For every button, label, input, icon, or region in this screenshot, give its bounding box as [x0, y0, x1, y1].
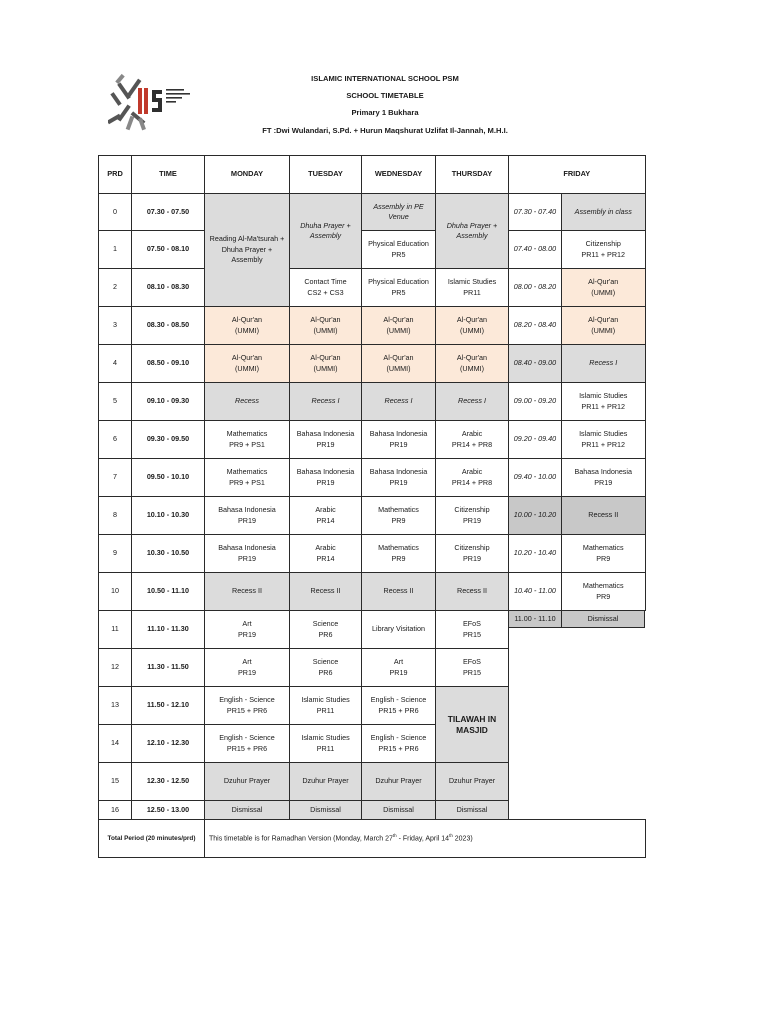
subject: Mathematics — [582, 581, 624, 591]
col-monday: MONDAY — [205, 156, 290, 194]
class-name: Primary 1 Bukhara — [351, 108, 419, 117]
subject: Science — [312, 657, 339, 667]
tuesday-recess: Recess II — [290, 573, 362, 611]
note-text-a: This timetable is for Ramadhan Version (Monday, March 27 — [209, 835, 393, 843]
tuesday-cell — [290, 307, 362, 345]
wednesday-assembly: Assembly in PE Venue — [362, 194, 436, 231]
room: PR19 — [389, 477, 408, 487]
subject: Islamic Studies — [447, 277, 497, 287]
time-cell: 11.50 - 12.10 — [132, 687, 205, 725]
empty-cell — [509, 649, 646, 687]
friday-time: 07.30 - 07.40 — [509, 194, 562, 231]
subject: Islamic Studies — [301, 695, 350, 705]
room: PR15 — [463, 667, 481, 677]
prd-cell: 10 — [99, 573, 132, 611]
room: PR15 — [463, 629, 481, 639]
room: (UMMI) — [235, 363, 259, 373]
room: PR11 — [316, 705, 335, 715]
room: PR19 — [594, 477, 613, 487]
time-cell: 09.10 - 09.30 — [132, 383, 205, 421]
prd-cell: 0 — [99, 194, 132, 231]
monday-cell — [205, 421, 290, 459]
prd-cell: 14 — [99, 725, 132, 763]
time-cell: 10.30 - 10.50 — [132, 535, 205, 573]
monday-recess: Recess — [205, 383, 290, 421]
subject: English - Science — [370, 733, 427, 743]
wednesday-recess: Recess I — [362, 383, 436, 421]
subject: Al-Qur'an — [383, 353, 414, 363]
tuesday-cell — [290, 687, 362, 725]
prd-cell: 11 — [99, 611, 132, 649]
prd-cell: 7 — [99, 459, 132, 497]
room: PR19 — [316, 477, 335, 487]
room: (UMMI) — [386, 325, 411, 335]
wednesday-cell — [362, 421, 436, 459]
subject: Islamic Studies — [579, 391, 628, 401]
room: PR19 — [238, 515, 256, 525]
empty-cell — [509, 763, 646, 801]
friday-cell — [561, 383, 645, 421]
subject: Physical Education — [368, 239, 429, 249]
monday-cell — [205, 687, 290, 725]
wednesday-cell — [362, 535, 436, 573]
friday-time: 08.40 - 09.00 — [509, 345, 562, 383]
thursday-cell — [436, 345, 509, 383]
friday-cell — [561, 231, 645, 269]
prd-cell: 13 — [99, 687, 132, 725]
friday-dismissal-area — [509, 611, 646, 649]
col-thursday: THURSDAY — [436, 156, 509, 194]
room: PR11 + PR12 — [581, 439, 626, 449]
form-teacher: FT :Dwi Wulandari, S.Pd. + Hurun Maqshurat Uzlifat Il-Jannah, M.H.I. — [262, 126, 508, 135]
room: PR19 — [238, 553, 256, 563]
subject: Al-Qur'an — [231, 353, 263, 363]
time-cell: 11.10 - 11.30 — [132, 611, 205, 649]
friday-dismissal-row — [509, 611, 646, 629]
room: PR19 — [238, 667, 256, 677]
subject: Physical Education — [368, 277, 429, 287]
wednesday-dzuhur: Dzuhur Prayer — [362, 763, 436, 801]
room: PR11 — [463, 287, 481, 297]
total-period-label: Total Period (20 minutes/prd) — [99, 820, 205, 858]
time-cell: 08.30 - 08.50 — [132, 307, 205, 345]
col-friday: FRIDAY — [509, 156, 646, 194]
tuesday-cell — [290, 535, 362, 573]
monday-cell — [205, 307, 290, 345]
subject: Islamic Studies — [579, 429, 628, 439]
thursday-cell — [436, 421, 509, 459]
subject: Islamic Studies — [301, 733, 350, 743]
time-cell: 10.10 - 10.30 — [132, 497, 205, 535]
subject: Art — [242, 619, 252, 629]
room: (UMMI) — [386, 363, 411, 373]
thursday-tilawah: TILAWAH IN MASJID — [436, 687, 509, 763]
room: PR6 — [318, 667, 333, 677]
friday-time: 10.00 - 10.20 — [509, 497, 562, 535]
subject: Al-Qur'an — [310, 315, 341, 325]
subject: English - Science — [219, 733, 275, 743]
wednesday-cell — [362, 231, 436, 269]
thursday-recess: Recess II — [436, 573, 509, 611]
time-cell: 09.50 - 10.10 — [132, 459, 205, 497]
monday-dzuhur: Dzuhur Prayer — [205, 763, 290, 801]
timetable-note — [205, 820, 646, 858]
time-cell: 12.10 - 12.30 — [132, 725, 205, 763]
room: PR15 + PR6 — [226, 705, 268, 715]
school-name: ISLAMIC INTERNATIONAL SCHOOL PSM — [311, 74, 459, 83]
subject: Mathematics — [226, 429, 268, 439]
room: PR15 + PR6 — [378, 705, 419, 715]
note-sup-1: th — [392, 832, 397, 838]
room: PR15 + PR6 — [378, 743, 419, 753]
time-cell: 10.50 - 11.10 — [132, 573, 205, 611]
subject: Mathematics — [226, 467, 268, 477]
room: PR5 — [391, 287, 406, 297]
time-cell: 12.50 - 13.00 — [132, 801, 205, 820]
room: PR9 — [596, 591, 611, 601]
room: PR15 + PR6 — [226, 743, 268, 753]
room: PR9 — [596, 553, 611, 563]
tuesday-cell — [290, 649, 362, 687]
subject: Bahasa Indonesia — [296, 467, 355, 477]
subject: Bahasa Indonesia — [369, 467, 428, 477]
tuesday-cell — [290, 611, 362, 649]
room: PR14 — [316, 553, 335, 563]
monday-cell — [205, 611, 290, 649]
col-wednesday: WEDNESDAY — [362, 156, 436, 194]
thursday-cell — [436, 611, 509, 649]
prd-cell: 6 — [99, 421, 132, 459]
time-cell: 12.30 - 12.50 — [132, 763, 205, 801]
empty-cell — [509, 725, 646, 763]
room: (UMMI) — [460, 363, 484, 373]
subject: Contact Time — [304, 277, 347, 287]
room: (UMMI) — [460, 325, 484, 335]
subject: EFoS — [463, 619, 481, 629]
empty-cell — [509, 801, 646, 820]
wednesday-cell — [362, 725, 436, 763]
friday-time: 08.20 - 08.40 — [509, 307, 562, 345]
subject: Al-Qur'an — [231, 315, 263, 325]
room: PR14 — [316, 515, 335, 525]
note-text-c: 2023) — [452, 835, 473, 843]
subject: Art — [242, 657, 252, 667]
room: (UMMI) — [591, 287, 616, 297]
friday-dismissal: Dismissal — [562, 611, 645, 628]
time-cell: 11.30 - 11.50 — [132, 649, 205, 687]
tuesday-dzuhur: Dzuhur Prayer — [290, 763, 362, 801]
room: PR14 + PR8 — [451, 439, 493, 449]
thursday-dzuhur: Dzuhur Prayer — [436, 763, 509, 801]
subject: Arabic — [461, 467, 483, 477]
wednesday-cell — [362, 345, 436, 383]
room: PR9 — [391, 553, 406, 563]
tuesday-dhuha: Dhuha Prayer + Assembly — [290, 194, 362, 269]
friday-recess: Recess I — [561, 345, 645, 383]
room: PR9 + PS1 — [229, 439, 265, 449]
wednesday-cell — [362, 497, 436, 535]
wednesday-cell — [362, 649, 436, 687]
subject: EFoS — [463, 657, 481, 667]
school-logo — [108, 70, 194, 132]
time-cell: 07.30 - 07.50 — [132, 194, 205, 231]
prd-cell: 15 — [99, 763, 132, 801]
tuesday-recess: Recess I — [290, 383, 362, 421]
room: PR19 — [389, 439, 408, 449]
room: PR11 + PR12 — [581, 401, 626, 411]
friday-recess: Recess II — [561, 497, 645, 535]
tuesday-cell — [290, 459, 362, 497]
room: PR19 — [389, 667, 408, 677]
col-tuesday: TUESDAY — [290, 156, 362, 194]
time-cell: 08.50 - 09.10 — [132, 345, 205, 383]
room: (UMMI) — [591, 325, 616, 335]
subject: English - Science — [370, 695, 427, 705]
friday-time: 10.20 - 10.40 — [509, 535, 562, 573]
monday-dismissal: Dismissal — [205, 801, 290, 820]
tuesday-cell — [290, 421, 362, 459]
empty-cell — [509, 687, 646, 725]
friday-time: 09.20 - 09.40 — [509, 421, 562, 459]
friday-cell — [561, 307, 645, 345]
subject: Mathematics — [378, 505, 419, 515]
friday-assembly: Assembly in class — [561, 194, 645, 231]
monday-cell — [205, 459, 290, 497]
thursday-cell — [436, 497, 509, 535]
room: PR11 + PR12 — [581, 249, 626, 259]
wednesday-cell — [362, 687, 436, 725]
room: PR6 — [318, 629, 333, 639]
friday-cell — [561, 573, 645, 611]
monday-reading: Reading Al-Ma'tsurah + Dhuha Prayer + Assembly — [205, 194, 290, 307]
subject: Mathematics — [582, 543, 624, 553]
subject: Bahasa Indonesia — [218, 543, 276, 553]
subject: Al-Qur'an — [310, 353, 341, 363]
prd-cell: 2 — [99, 269, 132, 307]
room: PR14 + PR8 — [451, 477, 493, 487]
monday-cell — [205, 497, 290, 535]
prd-cell: 8 — [99, 497, 132, 535]
friday-time: 08.00 - 08.20 — [509, 269, 562, 307]
time-cell: 08.10 - 08.30 — [132, 269, 205, 307]
subject: Al-Qur'an — [456, 315, 488, 325]
subject: Bahasa Indonesia — [218, 505, 276, 515]
subject: Arabic — [315, 505, 336, 515]
prd-cell: 5 — [99, 383, 132, 421]
subject: Al-Qur'an — [588, 315, 619, 325]
monday-cell — [205, 535, 290, 573]
wednesday-cell: Library Visitation — [362, 611, 436, 649]
monday-recess: Recess II — [205, 573, 290, 611]
subject: Bahasa Indonesia — [296, 429, 355, 439]
thursday-dismissal: Dismissal — [436, 801, 509, 820]
room: PR19 — [316, 439, 335, 449]
room: PR5 — [391, 249, 406, 259]
friday-time: 07.40 - 08.00 — [509, 231, 562, 269]
friday-time: 11.00 - 11.10 — [509, 611, 562, 628]
subject: Al-Qur'an — [383, 315, 414, 325]
subject: Art — [393, 657, 404, 667]
tuesday-cell — [290, 497, 362, 535]
friday-time: 09.00 - 09.20 — [509, 383, 562, 421]
subject: Mathematics — [378, 543, 419, 553]
room: PR19 — [463, 515, 481, 525]
room: PR9 — [391, 515, 406, 525]
thursday-dhuha: Dhuha Prayer + Assembly — [436, 194, 509, 269]
page-title: SCHOOL TIMETABLE — [346, 91, 424, 100]
subject: Al-Qur'an — [588, 277, 619, 287]
friday-cell — [561, 459, 645, 497]
subject: Bahasa Indonesia — [574, 467, 632, 477]
friday-time: 09.40 - 10.00 — [509, 459, 562, 497]
room: PR19 — [238, 629, 256, 639]
wednesday-cell — [362, 459, 436, 497]
tuesday-dismissal: Dismissal — [290, 801, 362, 820]
wednesday-cell — [362, 307, 436, 345]
prd-cell: 1 — [99, 231, 132, 269]
wednesday-dismissal: Dismissal — [362, 801, 436, 820]
subject: Citizenship — [454, 505, 490, 515]
tuesday-cell — [290, 725, 362, 763]
subject: Arabic — [461, 429, 483, 439]
room: PR9 + PS1 — [229, 477, 265, 487]
subject: Arabic — [315, 543, 336, 553]
friday-cell — [561, 421, 645, 459]
subject: Citizenship — [454, 543, 490, 553]
thursday-cell — [436, 459, 509, 497]
monday-cell — [205, 649, 290, 687]
note-text-b: - Friday, April 14 — [396, 835, 450, 843]
subject: Al-Qur'an — [456, 353, 488, 363]
room: (UMMI) — [313, 363, 338, 373]
prd-cell: 3 — [99, 307, 132, 345]
prd-cell: 12 — [99, 649, 132, 687]
timetable — [98, 155, 646, 858]
time-cell: 07.50 - 08.10 — [132, 231, 205, 269]
room: CS2 + CS3 — [307, 287, 344, 297]
friday-cell — [561, 269, 645, 307]
room: (UMMI) — [313, 325, 338, 335]
tuesday-cell — [290, 345, 362, 383]
prd-cell: 4 — [99, 345, 132, 383]
thursday-cell — [436, 269, 509, 307]
thursday-cell — [436, 307, 509, 345]
wednesday-cell — [362, 269, 436, 307]
wednesday-recess: Recess II — [362, 573, 436, 611]
room: PR11 — [316, 743, 335, 753]
col-time: TIME — [132, 156, 205, 194]
friday-time: 10.40 - 11.00 — [509, 573, 562, 611]
thursday-cell — [436, 649, 509, 687]
note-sup-2: th — [449, 832, 453, 838]
thursday-cell — [436, 535, 509, 573]
prd-cell: 9 — [99, 535, 132, 573]
thursday-recess: Recess I — [436, 383, 509, 421]
col-prd: PRD — [99, 156, 132, 194]
friday-cell — [561, 535, 645, 573]
subject: Bahasa Indonesia — [369, 429, 428, 439]
room: (UMMI) — [235, 325, 259, 335]
prd-cell: 16 — [99, 801, 132, 820]
time-cell: 09.30 - 09.50 — [132, 421, 205, 459]
room: PR19 — [463, 553, 481, 563]
subject: Science — [312, 619, 339, 629]
tuesday-cell — [290, 269, 362, 307]
monday-cell — [205, 345, 290, 383]
subject: Citizenship — [585, 239, 621, 249]
subject: English - Science — [219, 695, 275, 705]
monday-cell — [205, 725, 290, 763]
